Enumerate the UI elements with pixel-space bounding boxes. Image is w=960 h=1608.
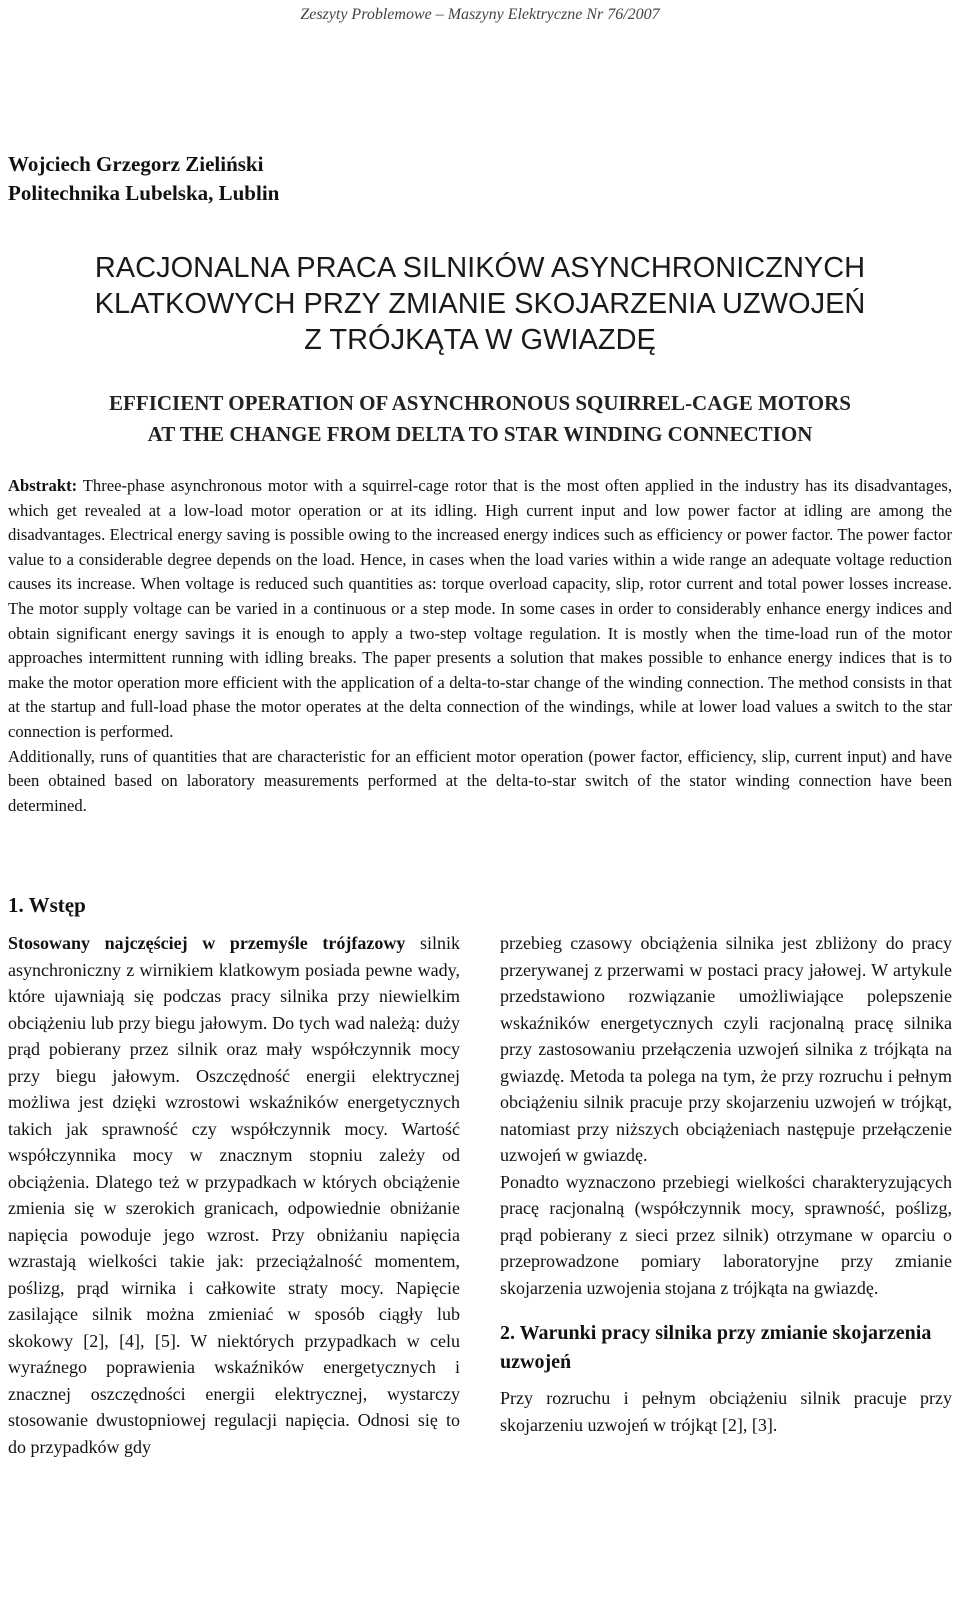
abstract [8,474,952,818]
title-pl-line-1: RACJONALNA PRACA SILNIKÓW ASYNCHRONICZNYCH [94,252,866,284]
intro-paragraph-2: Ponadto wyznaczono przebiegi wielkości charakteryzujących pracę racjonalną (współczynnik mocy, sprawność, poślizg, prąd pobierany z sieci przez silnik) otrzymane w oparciu o przeprowadzone pomiary laboratoryjne przy zmianie skojarzenia uzwojenia stojana z trójkąta na gwiazdę. [500,1171,952,1298]
title-pl-line-3: Z TRÓJKĄTA W GWIAZDĘ [304,324,656,356]
section-1-heading: 1. Wstęp [8,893,86,917]
title-pl-line-2: KLATKOWYCH PRZY ZMIANIE SKOJARZENIA UZWOJEŃ [94,288,866,320]
author-affiliation: Politechnika Lubelska, Lublin [8,181,280,205]
title-polish [0,250,960,358]
journal-header: Zeszyty Problemowe – Maszyny Elektryczne Nr 76/2007 [300,6,660,23]
abstract-label: Abstrakt: [8,476,78,495]
title-en-line-2: AT THE CHANGE FROM DELTA TO STAR WINDING CONNECTION [147,422,813,446]
abstract-text: Three-phase asynchronous motor with a squirrel-cage rotor that is the most often applied in the industry has its disadvantages, which get revealed at a low-load motor operation or at its idling. High current input and low power factor at idling are among the disadvantages. Electrical energy saving is possible owing to the increased energy indices such as efficiency or power factor. The power factor value to a considerable degree depends on the load. Hence, in cases when the load varies within a wide range an adequate voltage reduction causes its increase. When voltage is reduced such quantities as: torque overload capacity, slip, rotor current and total power losses increase. The motor supply voltage can be varied in a continuous or a step mode. In some cases in order to considerably enhance energy indices and obtain significant energy savings it is enough to apply a two-step voltage regulation. It is mostly when the time-load run of the motor approaches intermittent running with idling breaks. The paper presents a solution that makes possible to enhance energy indices that is to make the motor operation more efficient with the application of a delta-to-star change of the winding connection. The method consists in that at the startup and full-load phase the motor operates at the delta connection of the windings, while at lower load values a switch to the star connection is performed. [8,476,952,741]
section-2-heading: 2. Warunki pracy silnika przy zmianie skojarzenia uzwojeń [500,1322,932,1373]
intro-continuation: przebieg czasowy obciążenia silnika jest zbliżony do pracy przerywanej z przerwami w postaci pracy jałowej. W artykule przedstawiono rozwiązanie umożliwiające polepszenie wskaźników energetycznych czyli racjonalną pracę silnika przy zastosowaniu przełączenia uzwojeń silnika z trójkąta na gwiazdę. Metoda ta polega na tym, że przy rozruchu i pełnym obciążeniu silnik pracuje przy skojarzeniu uzwojeń w trójkąt, natomiast przy niższych obciążeniach następuje przełączenie uzwojeń w gwiazdę. [500,933,952,1165]
abstract-text-2: Additionally, runs of quantities that are characteristic for an efficient motor operation (power factor, efficiency, slip, current input) and have been obtained based on laboratory measurements performed at the delta-to-star switch of the stator winding connection have been determined. [8,746,952,815]
author-block [8,150,279,208]
title-en-line-1: EFFICIENT OPERATION OF ASYNCHRONOUS SQUIRREL-CAGE MOTORS [109,391,851,415]
title-english [0,388,960,450]
intro-text: silnik asynchroniczny z wirnikiem klatkowym posiada pewne wady, które ujawniają się podczas pracy silnika przy niewielkim obciążeniu lub przy biegu jałowym. Do tych wad należą: duży prąd pobierany przez silnik oraz mały współczynnik mocy przy biegu jałowym. Oszczędność energii elektrycznej możliwa jest dzięki wzrostowi wskaźników energetycznych takich jak sprawność czy współczynnik mocy. Wartość współczynnika mocy w znacznym stopniu zależy od obciążenia. Dlatego też w przypadkach w których obciążenie zmienia się w szerokich granicach, odpowiednie obniżanie napięcia powoduje jego wzrost. Przy obniżaniu napięcia wzrastają wielkości takie jak: przeciążalność momentem, poślizg, prąd wirnika i całkowite straty mocy. Napięcie zasilające silnik można zmieniać w sposób ciągły lub skokowy [2], [4], [5]. W niektórych przypadkach w celu wyraźnego poprawienia wskaźników energetycznych i znacznej oszczędności energii elektrycznej, wystarczy stosowanie dwustopniowej regulacji napięcia. Odnosi się to do przypadków gdy [8,933,460,1457]
intro-lead: Stosowany najczęściej w przemyśle trójfazowy [8,933,406,953]
section-2-text: Przy rozruchu i pełnym obciążeniu silnik pracuje przy skojarzeniu uzwojeń w trójkąt [2], [3]. [500,1388,952,1435]
column-right [500,930,952,1438]
author-name: Wojciech Grzegorz Zieliński [8,152,264,176]
column-left [8,930,460,1460]
